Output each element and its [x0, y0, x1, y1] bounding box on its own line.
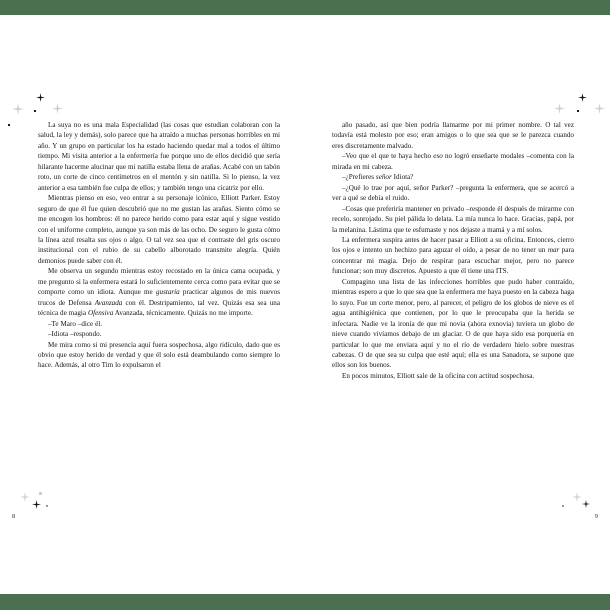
body-text-right	[332, 120, 574, 381]
paragraph: Mientras pienso en eso, veo entrar a su personaje icónico, Elliott Parker. Estoy seguro de que él fue quien descubrió que no me gustan las arañas. Siento cómo se me encogen los hombros: él no parece herido como para estar aquí y sigue vestido con el uniforme completo, aunque ya son más de las ocho. De seguro le gusta cómo la línea azul resalta sus ojos o algo. O tal vez sea que el contraste del gris oscuro institucional con el rubio de su cabello alborotado transmite alegría. Quién demonios puede saber con él.	[38, 194, 280, 265]
emphasis: señor	[375, 173, 392, 182]
page-left	[0, 15, 305, 594]
body-text-left	[38, 120, 280, 371]
paragraph: En pocos minutos, Elliott sale de la oficina con actitud sospechosa.	[342, 371, 535, 380]
bottom-green-band	[0, 594, 610, 610]
paragraph: año pasado, así que bien podría llamarme por mi primer nombre. O tal vez todavía está molesto por eso; eran amigos o lo que sea que se le parezca cuando eres discretamente malvado.	[332, 121, 574, 150]
emphasis: Avanzada	[94, 298, 123, 307]
emphasis: mar	[547, 246, 560, 255]
paragraph-dialogue: –Te Maro –dice él.	[48, 319, 103, 328]
paragraph-dialogue: –Idiota –respondo.	[48, 330, 102, 339]
sparkle-cluster-bottom-left-icon	[6, 490, 66, 532]
paragraph: La enfermera suspira antes de hacer pasar a Elliott a su oficina. Entonces, cierro los ojos e intento un hechizo para aguzar el oído, a pesar de no tener un mar para concentrar mi magia. Dejo de respirar para escuchar mejor, pero no parece funcionar; son muy discretos. Apuesto a que él tiene una ITS.	[332, 235, 574, 276]
page-area	[0, 15, 610, 594]
paragraph: –Cosas que preferiría mantener en privado –responde él después de mirarme con recelo, sonrojado. Su piel pálida lo delata. La mía nunca lo hace. Gracias, papá, por la melanina. Lástima que te esfumaste y nos dejaste a mamá y a mí solos.	[332, 204, 574, 234]
top-green-band	[0, 0, 610, 15]
paragraph: –¿Qué lo trae por aquí, señor Parker? –pregunta la enfermera, que se acercó a ver a qué se debía el ruido.	[332, 183, 574, 203]
page-number-right: 9	[594, 513, 598, 520]
paragraph: La suya no es una mala Especialidad (las cosas que estudian colaboran con la salud, la ley y demás), solo parece que ha atraído a muchas personas horribles en mi año. Y un grupo en particular los ha estado haciendo quedar mal a todos el último tiempo. Mi visita anterior a la enfermería fue porque uno de ellos decidió que sería hilarante hacerme alucinar que mi natilla estaba llena de arañas. Acabé con un tabón roto, un corte de cinco centímetros en el mentón y sin natilla. Si lo pienso, la vez anterior a esa también fue culpa de ellos; y también tengo una cicatriz por ello.	[38, 121, 280, 192]
emphasis: gustaría	[155, 288, 180, 297]
sparkle-cluster-bottom-right-icon	[544, 490, 604, 532]
paragraph: Me mira como si mi presencia aquí fuera sospechosa, algo ridículo, dado que es obvio que estoy herido de verdad y que él solo está deambulando como siempre lo hace. Además, al otro Tim lo expulsaron el	[38, 340, 280, 370]
page-right	[305, 15, 610, 594]
emphasis: Ofensiva	[87, 309, 114, 318]
paragraph: –Veo que el que te haya hecho eso no logró enseñarte modales –comenta con la mirada en mi cabeza.	[332, 152, 574, 171]
paragraph: Compagino una lista de las infecciones horribles que pudo haber contraído, mientras espero a que lo que sea que la enfermera me haya puesto en la cabeza haga lo suyo. Fue un corte menor, pero, al parecer, el peligro de los globos de nieve es el agua antihigiénica que contienen, por lo que le preocupaba que la herida se infectara. Nadie ve la ironía de que mi novia (ahora exnovia) tuviera un globo de nieve cuando vivíamos debajo de un glaciar. O de que haya sido esa porquería en particular lo que me enviara aquí y no el río de verdadero hielo sobre nuestras cabezas. O de que sea su culpa que esté aquí; ella es una Sanadora, se supone que ellos son los buenos.	[332, 277, 574, 370]
page-number-left: 8	[12, 513, 16, 520]
paragraph: Me observa un segundo mientras estoy recostado en la única cama ocupada, y me pregunto si la enfermera estará lo suficientemente cerca como para evitar que se comporte como un idiota. Aunque me gustaría practicar algunos de mis nuevos trucos de Defensa Avanzada con él. Destripamiento, tal vez. Quizás esa sea una técnica de magia Ofensiva Avanzada, técnicamente. Quizás no me importe.	[38, 267, 280, 318]
paragraph-dialogue: –¿Prefieres señor Idiota?	[342, 173, 414, 182]
emphasis: eso	[433, 152, 443, 161]
